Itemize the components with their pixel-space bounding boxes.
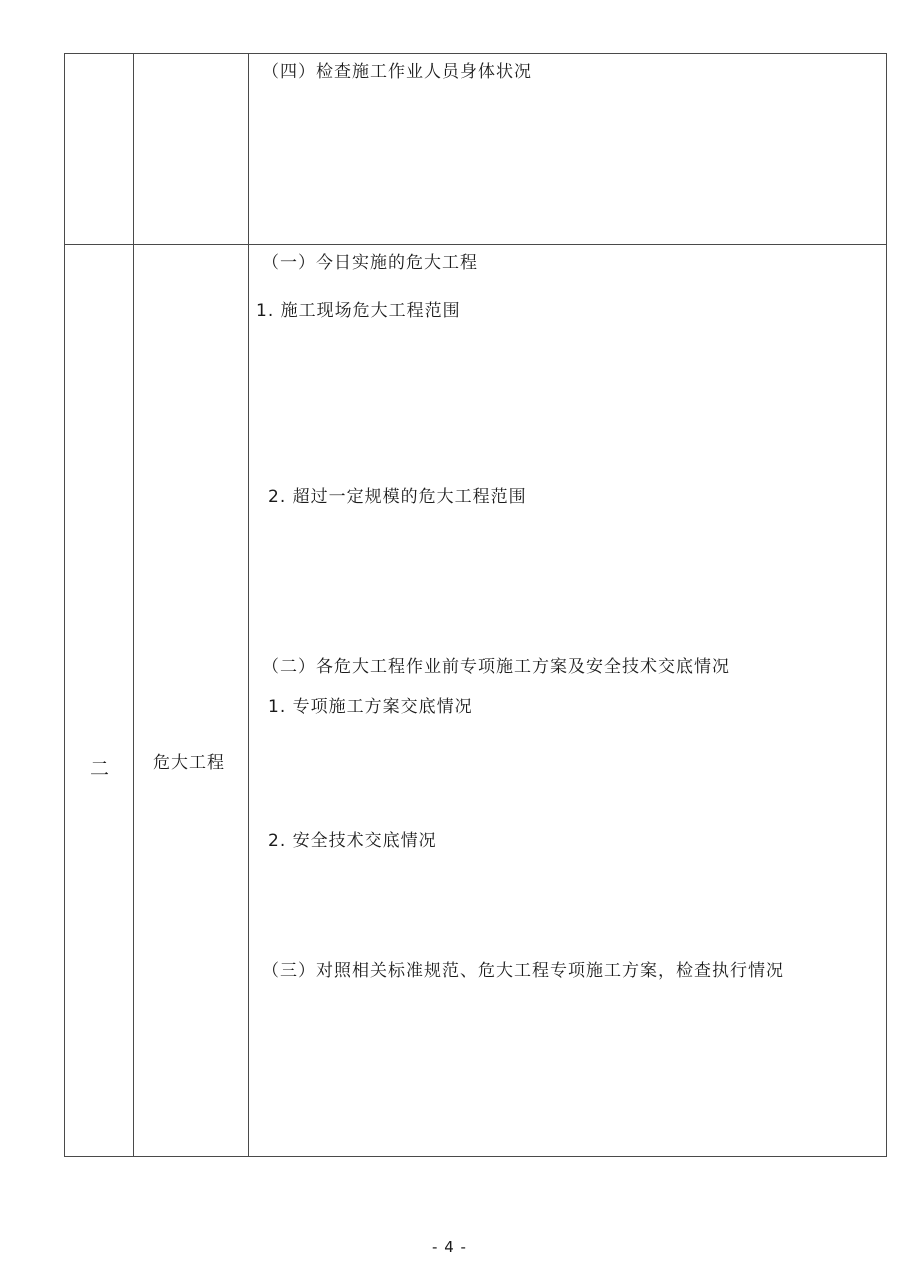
site-hazard-scope-item: 1. 施工现场危大工程范围 [256, 301, 461, 321]
safety-technical-briefing-item: 2. 安全技术交底情况 [268, 831, 437, 851]
table-left-border [64, 53, 65, 1157]
large-scale-hazard-scope-item: 2. 超过一定规模的危大工程范围 [268, 487, 527, 507]
column-divider-2 [248, 53, 249, 1157]
check-worker-health-heading: （四）检查施工作业人员身体状况 [262, 62, 532, 82]
today-major-hazard-heading: （一）今日实施的危大工程 [262, 253, 478, 273]
section-number: 二 [90, 758, 111, 780]
standards-execution-check-heading: （三）对照相关标准规范、危大工程专项施工方案，检查执行情况 [262, 961, 784, 981]
page-number: - 4 - [432, 1238, 467, 1256]
section-category: 危大工程 [153, 753, 225, 773]
table-bottom-border [64, 1156, 887, 1157]
special-plan-briefing-item: 1. 专项施工方案交底情况 [268, 697, 473, 717]
row-divider [64, 244, 887, 245]
table-top-border [64, 53, 887, 54]
table-right-border [886, 53, 887, 1157]
pre-work-briefing-heading: （二）各危大工程作业前专项施工方案及安全技术交底情况 [262, 657, 730, 677]
column-divider-1 [133, 53, 134, 1157]
